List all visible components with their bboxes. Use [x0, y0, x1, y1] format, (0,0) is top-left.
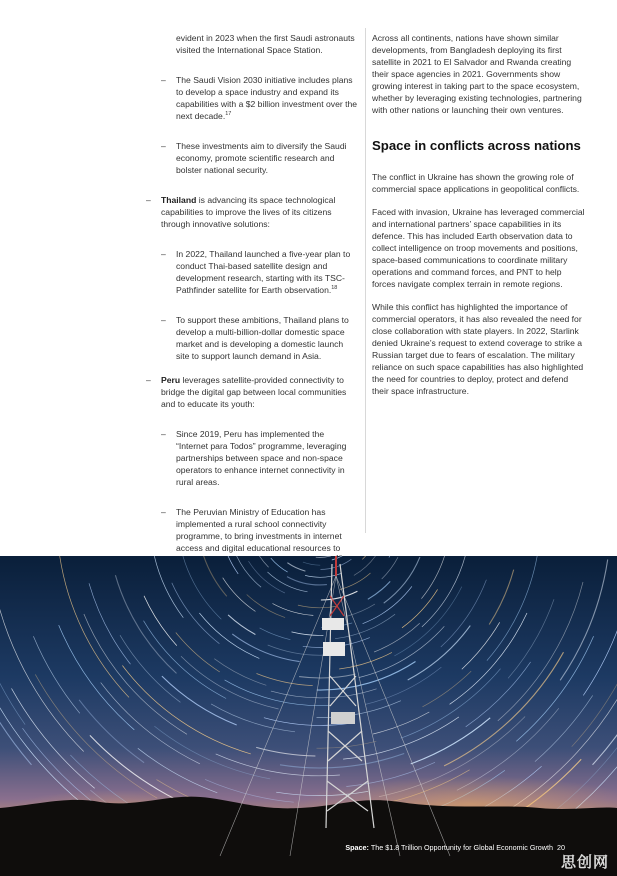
star-trail — [593, 656, 617, 765]
star-trail — [303, 562, 320, 565]
star-trail — [33, 636, 79, 713]
peru-sub-list — [161, 428, 358, 566]
star-trail — [59, 556, 129, 697]
star-trail-photo — [0, 556, 617, 876]
star-trail — [0, 607, 25, 724]
column-divider — [365, 28, 366, 533]
star-trail — [220, 556, 238, 574]
star-trail — [138, 748, 218, 793]
star-trail — [268, 572, 308, 592]
peru-name: Peru — [161, 375, 181, 385]
thailand-sub-bullet-1 — [161, 248, 358, 296]
star-trail — [84, 614, 187, 734]
right-column — [372, 32, 587, 397]
star-trail — [339, 652, 392, 669]
star-trail — [384, 557, 420, 603]
star-trail — [389, 556, 399, 558]
star-trail — [203, 556, 227, 596]
star-trail — [89, 583, 131, 664]
star-trail — [228, 615, 255, 635]
peru-bullet — [146, 374, 358, 410]
dash-marker: – — [146, 195, 151, 205]
star-trail — [179, 556, 221, 619]
footer-caption — [345, 843, 565, 852]
star-trail — [299, 674, 355, 678]
thailand-sub-bullet-1-text: In 2022, Thailand launched a five-year plan to conduct Thai-based satellite design and development research, starting with its TSC-Pathfinder satellite for Earth observation. — [176, 249, 351, 295]
dash-marker: – — [161, 141, 166, 151]
star-trail — [535, 695, 593, 761]
peru-sub-bullet-2-text: The Peruvian Ministry of Education has implemented a rural school connectivity programme, to bring investments in internet access and digital educational resources to — [176, 507, 342, 553]
footnote-17[interactable]: 17 — [225, 111, 232, 118]
left-column — [146, 32, 358, 566]
star-trail — [255, 556, 269, 567]
star-trail — [280, 754, 404, 768]
star-trail — [508, 599, 554, 678]
star-trail — [366, 667, 442, 704]
antenna-panel — [323, 642, 345, 656]
dash-marker: – — [161, 429, 166, 439]
peru-sub-bullet-1-text: Since 2019, Peru has implemented the “Internet para Todos” programme, leveraging partnerships between space and non-space operators to enhance internet connectivity in rural areas. — [176, 429, 347, 487]
star-trail — [205, 779, 294, 802]
thailand-sub-bullet-2-text: To support these ambitions, Thailand plans to develop a multi-billion-dollar domestic space market and is developing a domestic launch site to support launch demand in Asia. — [176, 315, 349, 361]
star-trail — [249, 561, 285, 593]
saudi-bullet-3-text: These investments aim to diversify the Saudi economy, promote scientific research and bolster national security. — [176, 141, 347, 175]
star-trail — [101, 683, 200, 764]
star-trail — [0, 600, 84, 752]
antenna-panel — [331, 712, 355, 724]
page-number: 20 — [557, 843, 565, 852]
star-trail — [368, 581, 390, 599]
dash-marker: – — [161, 249, 166, 259]
intro-paragraph: Across all continents, nations have shown similar developments, from Bangladesh deploying its first satellite in 2021 to El Salvador and Rwanda creating their space agencies in 2021. Governments show growing interest in taking part to the space ecosystem, whether by leveraging existing technologies, partnering with other nations or launching their own ventures. — [372, 33, 582, 115]
star-trail — [423, 671, 472, 707]
star-trail — [260, 628, 291, 640]
star-trail — [382, 557, 398, 579]
thailand-sub-list — [161, 248, 358, 362]
star-trail — [411, 718, 491, 764]
star-trail — [422, 556, 468, 627]
star-trail — [373, 712, 429, 734]
star-trail — [498, 582, 583, 721]
star-trail — [223, 578, 256, 612]
thailand-bullet — [146, 194, 358, 230]
star-trail — [298, 605, 338, 608]
star-trail — [335, 614, 395, 639]
star-trail — [487, 556, 538, 661]
site-watermark: 思创网 — [560, 854, 609, 871]
star-trail — [172, 583, 220, 644]
thailand-name: Thailand — [161, 195, 197, 205]
star-trail — [216, 754, 340, 776]
star-trail — [408, 626, 471, 680]
section-heading: Space in conflicts across nations — [372, 138, 581, 153]
star-trail — [560, 560, 608, 681]
conflict-paragraph-3: While this conflict has highlighted the importance of commercial operators, it has also revealed the need for close collaboration with state players. In 2022, Starlink denied Ukraine’s request to extend coverage to strike a Russian target due to fears of escalation. The military reliance on such space capabilities has also highlighted the need for countries to deploy, protect and defend their space infrastructure. — [372, 302, 584, 396]
caption-title: Space: — [345, 843, 369, 852]
star-trail — [214, 659, 266, 686]
star-trail — [152, 556, 183, 618]
star-trail — [292, 632, 324, 636]
star-trail — [354, 556, 377, 575]
star-trail — [402, 589, 438, 627]
peru-lead: leverages satellite-provided connectivity to bridge the digital gap between local communities and to educate its youth: — [161, 375, 347, 409]
star-trail — [232, 634, 299, 662]
antenna-panel — [322, 618, 344, 630]
dash-marker: – — [146, 375, 151, 385]
saudi-bullet-1: evident in 2023 when the first Saudi astronauts visited the International Space Station. — [176, 33, 355, 55]
footnote-18[interactable]: 18 — [331, 285, 338, 292]
star-trail — [421, 556, 445, 599]
star-trail — [211, 704, 295, 732]
star-trail — [374, 623, 420, 652]
saudi-bullet-3 — [161, 140, 358, 176]
star-trail — [162, 676, 237, 725]
thailand-sub-bullet-2 — [161, 314, 358, 362]
conflict-paragraph-1: The conflict in Ukraine has shown the growing role of commercial space applications in geopolitical conflicts. — [372, 172, 580, 194]
star-trail — [316, 556, 331, 557]
caption-subtitle: The $1.8 Trillion Opportunity for Global Economic Growth — [368, 843, 553, 852]
star-trail — [273, 604, 314, 616]
star-trail — [287, 563, 305, 571]
tree-line — [0, 797, 617, 876]
star-trail — [122, 666, 250, 754]
star-trail — [79, 700, 144, 763]
star-trail — [287, 577, 327, 585]
star-trail — [271, 558, 288, 572]
peru-sub-bullet-1 — [161, 428, 358, 488]
dash-marker: – — [161, 507, 166, 517]
dash-marker: – — [161, 315, 166, 325]
saudi-sub-list — [161, 32, 358, 176]
star-trail — [199, 613, 259, 658]
saudi-bullet-2 — [161, 74, 358, 122]
saudi-bullet-2-text: The Saudi Vision 2030 initiative includes plans to develop a space industry and expand its capabilities with a $2 billion investment over the next decade. — [176, 75, 358, 121]
dash-marker: – — [161, 75, 166, 85]
star-trail — [363, 586, 412, 623]
star-trail — [144, 596, 177, 646]
thailand-lead: is advancing its space technological capabilities to improve the lives of its citizens through innovative solutions: — [161, 195, 336, 229]
star-trails-illustration — [0, 556, 617, 876]
conflict-paragraph-2: Faced with invasion, Ukraine has leveraged commercial and international partners’ space capabilities in its defence. This has included Earth observation data to collect intelligence on troop movements and positions, space-based communications to coordinate military operations and command forces, and PNT to help forces navigate complex terrain in remote regions. — [372, 207, 585, 289]
star-trail — [340, 573, 371, 590]
star-trail — [441, 580, 487, 647]
star-trail — [257, 674, 313, 686]
star-trail — [489, 570, 514, 625]
star-trail — [247, 595, 285, 618]
